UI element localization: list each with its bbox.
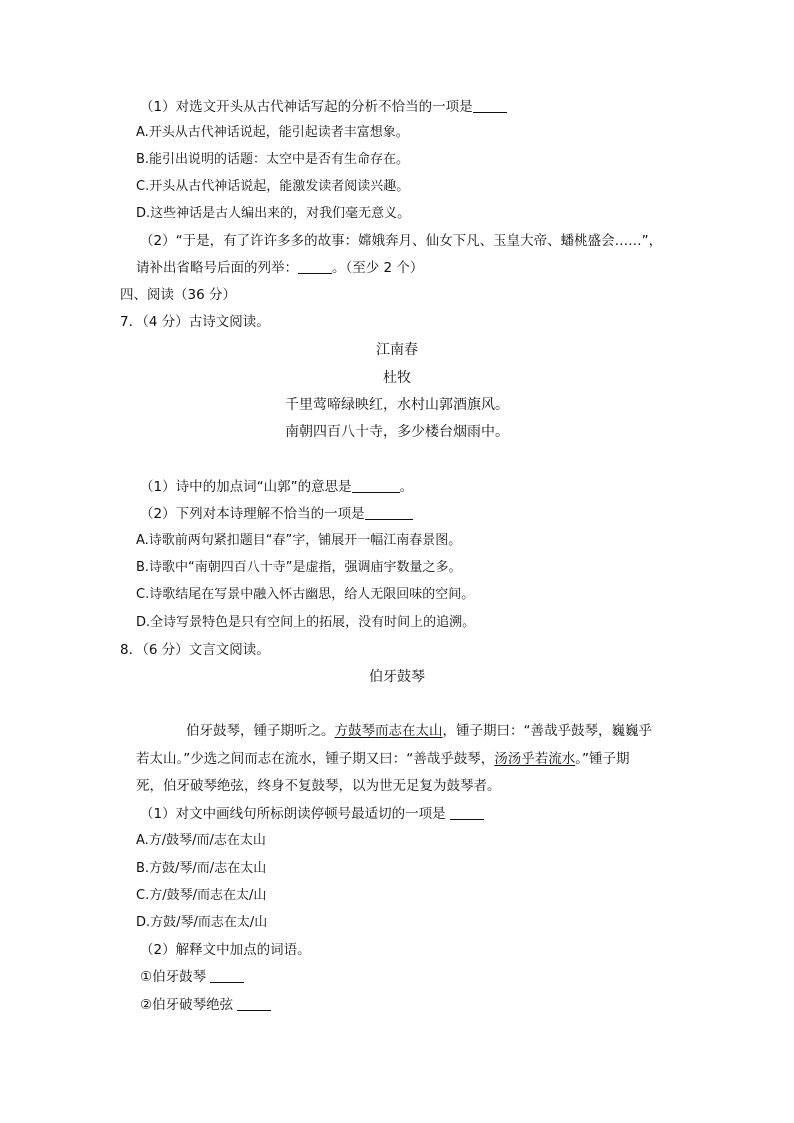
option-a: A.方/鼓琴/而/志在太山 [136,833,266,848]
answer-blank[interactable] [210,969,244,983]
option-c: C.开头从古代神话说起，能激发读者阅读兴趣。 [136,179,410,194]
answer-blank[interactable] [352,479,400,493]
vocab-item-1: ①伯牙鼓琴 [140,968,244,986]
option-b: B.诗歌中“南朝四百八十寺”是虚指，强调庙宇数量之多。 [136,560,462,575]
option-d: D.方鼓/琴/而志在太/山 [136,915,268,930]
question-7-heading: 7．（4 分）古诗文阅读。 [120,314,270,330]
question-8-part-1: （1）对文中画线句所标朗读停顿号最适切的一项是 [140,805,484,823]
question-7-part-2: （2）下列对本诗理解不恰当的一项是 [140,505,413,523]
question-part-2-continued: 请补出省略号后面的列举： 。（至少 2 个） [136,260,424,276]
option-d: D.全诗写景特色是只有空间上的拓展，没有时间上的追溯。 [136,615,476,630]
passage-line-2: 若太山。”少选之间而志在流水，锺子期又曰：“善哉乎鼓琴，汤汤乎若流水。”锺子期 [136,751,630,767]
option-c: C.方/鼓琴/而志在太/山 [136,888,267,903]
option-c: C.诗歌结尾在写景中融入怀古幽思，给人无限回味的空间。 [136,587,475,602]
question-8-part-2: （2）解释文中加点的词语。 [140,942,311,958]
option-b: B.方鼓/琴/而/志在太山 [136,861,267,876]
poem-title: 江南春 [376,342,418,358]
passage-line-1: 伯牙鼓琴，锺子期听之。方鼓琴而志在太山，锺子期曰：“善哉乎鼓琴，巍巍乎 [186,723,652,739]
question-part-2: （2）“于是，有了许许多多的故事：嫦娥奔月、仙女下凡、玉皇大帝、蟠桃盛会……”， [140,233,663,249]
answer-blank[interactable] [365,506,413,520]
option-d: D.这些神话是古人编出来的，对我们毫无意义。 [136,206,411,221]
underlined-sentence-1: 方鼓琴而志在太山 [334,723,443,739]
poem-line-2: 南朝四百八十寺，多少楼台烟雨中。 [285,424,509,440]
question-8-heading: 8．（6 分）文言文阅读。 [120,642,270,658]
poem-author: 杜牧 [383,370,411,386]
passage-title: 伯牙鼓琴 [369,669,425,685]
answer-blank[interactable] [450,806,484,820]
option-b: B.能引出说明的话题：太空中是否有生命存在。 [136,152,410,167]
answer-blank[interactable] [298,260,332,274]
underlined-sentence-2: 汤汤乎若流水 [494,751,576,767]
question-part-1: （1）对选文开头从古代神话写起的分析不恰当的一项是 [140,98,507,116]
question-7-part-1: （1）诗中的加点词“山郭”的意思是 。 [140,479,414,495]
poem-line-1: 千里莺啼绿映红，水村山郭酒旗风。 [285,397,509,413]
option-a: A.开头从古代神话说起，能引起读者丰富想象。 [136,125,409,140]
vocab-item-2: ②伯牙破琴绝弦 [140,996,271,1014]
section-heading: 四、阅读（36 分） [120,287,236,303]
answer-blank[interactable] [237,997,271,1011]
answer-blank[interactable] [473,99,507,113]
passage-line-3: 死，伯牙破琴绝弦，终身不复鼓琴，以为世无足复为鼓琴者。 [136,778,501,794]
option-a: A.诗歌前两句紧扣题目“春”字，铺展开一幅江南春景图。 [136,533,462,548]
